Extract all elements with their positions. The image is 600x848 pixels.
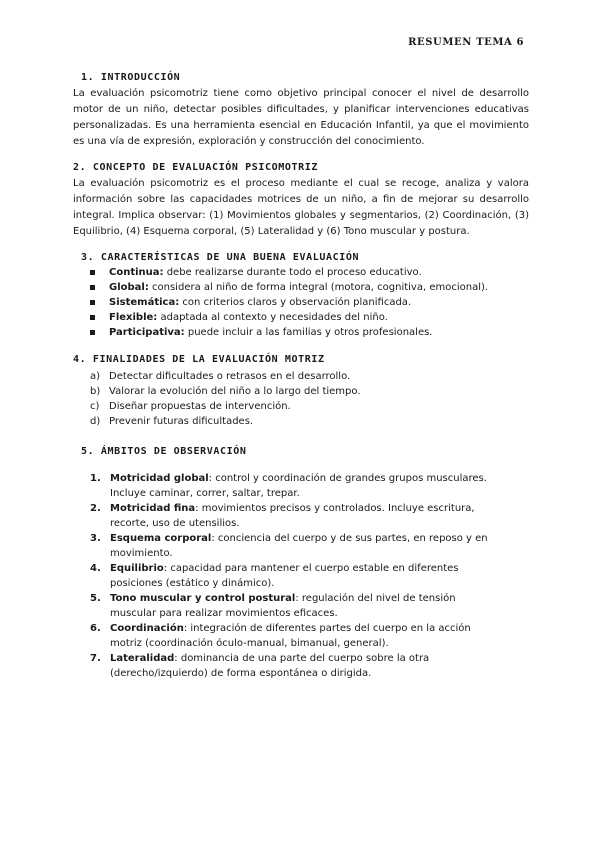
item-marker: 5. bbox=[90, 593, 101, 604]
item-desc: : conciencia del cuerpo y de sus partes, en reposo y en movimiento. bbox=[110, 533, 488, 559]
item-term: Coordinación bbox=[110, 623, 184, 634]
list-item bbox=[90, 414, 361, 429]
bullet-square-icon bbox=[90, 285, 95, 290]
list-item bbox=[90, 501, 500, 531]
bullet-square-icon bbox=[90, 300, 95, 305]
caracteristicas-list bbox=[90, 265, 488, 340]
item-term: Flexible: bbox=[109, 312, 158, 323]
item-marker: 3. bbox=[90, 533, 101, 544]
item-term: Lateralidad bbox=[110, 653, 175, 664]
item-term: Motricidad fina bbox=[110, 503, 196, 514]
list-item bbox=[90, 471, 500, 501]
item-term: Sistemática: bbox=[109, 297, 180, 308]
list-item bbox=[90, 399, 361, 414]
item-desc: : control y coordinación de grandes grupos musculares. Incluye caminar, correr, saltar, trepar. bbox=[110, 473, 487, 499]
item-term: Global: bbox=[109, 282, 149, 293]
item-text: Valorar la evolución del niño a lo largo del tiempo. bbox=[109, 386, 361, 397]
page-header-title: RESUMEN TEMA 6 bbox=[408, 37, 524, 48]
list-item bbox=[90, 531, 500, 561]
item-term: Continua: bbox=[109, 267, 164, 278]
list-item bbox=[90, 325, 488, 340]
bullet-square-icon bbox=[90, 315, 95, 320]
item-marker: d) bbox=[90, 416, 101, 427]
item-desc: considera al niño de forma integral (motora, cognitiva, emocional). bbox=[148, 282, 489, 293]
section-heading-caracteristicas: 3. CARACTERÍSTICAS DE UNA BUENA EVALUACIÓN bbox=[81, 252, 360, 263]
list-item bbox=[90, 384, 361, 399]
list-item bbox=[90, 310, 488, 325]
item-desc: : capacidad para mantener el cuerpo estable en diferentes posiciones (estático y dinámico). bbox=[110, 563, 459, 589]
item-text: Detectar dificultades o retrasos en el desarrollo. bbox=[109, 371, 351, 382]
item-desc: puede incluir a las familias y otros profesionales. bbox=[184, 327, 433, 338]
list-item bbox=[90, 591, 500, 621]
finalidades-list bbox=[90, 369, 361, 429]
item-marker: b) bbox=[90, 386, 101, 397]
item-term: Esquema corporal bbox=[110, 533, 212, 544]
item-desc: : movimientos precisos y controlados. Incluye escritura, recorte, uso de utensilios. bbox=[110, 503, 475, 529]
item-desc: : regulación del nivel de tensión muscular para realizar movimientos eficaces. bbox=[110, 593, 456, 619]
item-desc: con criterios claros y observación planificada. bbox=[179, 297, 412, 308]
item-desc: : dominancia de una parte del cuerpo sobre la otra (derecho/izquierdo) de forma espontánea o dirigida. bbox=[110, 653, 430, 679]
bullet-square-icon bbox=[90, 330, 95, 335]
item-marker: 1. bbox=[90, 473, 101, 484]
section-text-concepto: La evaluación psicomotriz es el proceso mediante el cual se recoge, analiza y valora información sobre las capacidades motrices de un niño, a fin de mejorar su desarrollo integral. Implica observar: (1) Movimientos globales y segmentarios, (2) Coordinación, (3) Equilibrio, (4) Esquema corporal, (5) Lateralidad y (6) Tono muscular y postura. bbox=[73, 178, 529, 237]
item-marker: a) bbox=[90, 371, 101, 382]
section-text-introduccion: La evaluación psicomotriz tiene como objetivo principal conocer el nivel de desarrollo motor de un niño, detectar posibles dificultades, y planificar intervenciones educativas personalizadas. Es una herramienta esencial en Educación Infantil, ya que el movimiento es una vía de expresión, exploración y construcción del conocimiento. bbox=[73, 88, 529, 147]
list-item bbox=[90, 280, 488, 295]
item-term: Motricidad global bbox=[110, 473, 209, 484]
item-marker: 6. bbox=[90, 623, 101, 634]
ambitos-list bbox=[90, 471, 500, 681]
list-item bbox=[90, 621, 500, 651]
item-marker: 7. bbox=[90, 653, 101, 664]
item-marker: 4. bbox=[90, 563, 101, 574]
item-text: Prevenir futuras dificultades. bbox=[109, 416, 254, 427]
item-marker: 2. bbox=[90, 503, 101, 514]
list-item bbox=[90, 369, 361, 384]
list-item bbox=[90, 561, 500, 591]
item-term: Participativa: bbox=[109, 327, 185, 338]
item-desc: : integración de diferentes partes del cuerpo en la acción motriz (coordinación óculo-manual, bimanual, general). bbox=[110, 623, 471, 649]
item-desc: adaptada al contexto y necesidades del niño. bbox=[157, 312, 388, 323]
bullet-square-icon bbox=[90, 270, 95, 275]
item-term: Tono muscular y control postural bbox=[110, 593, 296, 604]
section-heading-introduccion: 1. INTRODUCCIÓN bbox=[81, 72, 181, 83]
section-heading-ambitos: 5. ÁMBITOS DE OBSERVACIÓN bbox=[81, 446, 247, 457]
item-marker: c) bbox=[90, 401, 100, 412]
item-term: Equilibrio bbox=[110, 563, 164, 574]
item-desc: debe realizarse durante todo el proceso educativo. bbox=[163, 267, 422, 278]
item-text: Diseñar propuestas de intervención. bbox=[109, 401, 291, 412]
list-item bbox=[90, 651, 500, 681]
section-heading-concepto: 2. CONCEPTO DE EVALUACIÓN PSICOMOTRIZ bbox=[73, 162, 318, 173]
list-item bbox=[90, 295, 488, 310]
section-heading-finalidades: 4. FINALIDADES DE LA EVALUACIÓN MOTRIZ bbox=[73, 354, 325, 365]
list-item bbox=[90, 265, 488, 280]
